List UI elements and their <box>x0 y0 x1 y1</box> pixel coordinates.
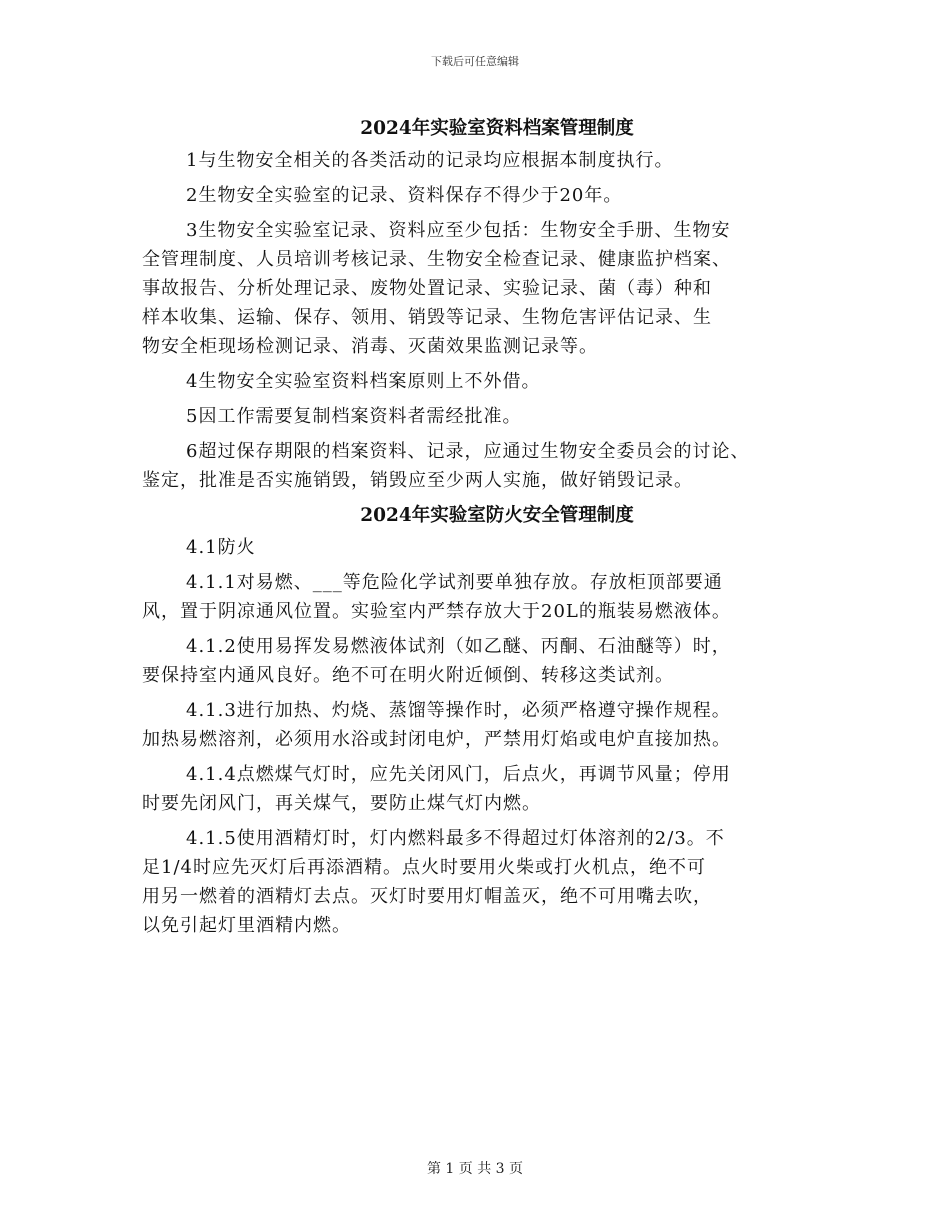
text-line: 全管理制度、人员培训考核记录、生物安全检查记录、健康监护档案、 <box>142 249 731 270</box>
paragraph <box>142 181 832 210</box>
paragraph <box>142 367 832 396</box>
paragraph <box>142 216 832 361</box>
text-line: 4.1.2使用易挥发易燃液体试剂（如乙醚、丙酮、石油醚等）时， <box>186 636 731 657</box>
text-line: 风，置于阴凉通风位置。实验室内严禁存放大于20L的瓶装易燃液体。 <box>142 601 731 622</box>
text-line: 要保持室内通风良好。绝不可在明火附近倾倒、转移这类试剂。 <box>142 665 674 686</box>
paragraph <box>142 533 832 562</box>
text-line: 1与生物安全相关的各类活动的记录均应根据本制度执行。 <box>186 150 674 171</box>
text-line: 4.1.3进行加热、灼烧、蒸馏等操作时，必须严格遵守操作规程。 <box>186 700 731 721</box>
section2-title: 2024年实验室防火安全管理制度 <box>360 505 634 526</box>
paragraph <box>142 437 832 495</box>
text-line: 样本收集、运输、保存、领用、销毁等记录、生物危害评估记录、生 <box>142 307 712 328</box>
text-line: 4.1.5使用酒精灯时，灯内燃料最多不得超过灯体溶剂的2/3。不 <box>186 828 725 849</box>
section1-title: 2024年实验室资料档案管理制度 <box>360 118 634 139</box>
section1-body <box>142 146 832 495</box>
text-line: 3生物安全实验室记录、资料应至少包括：生物安全手册、生物安 <box>186 220 731 241</box>
text-line: 加热易燃溶剂，必须用水浴或封闭电炉，严禁用灯焰或电炉直接加热。 <box>142 729 731 750</box>
text-line: 物安全柜现场检测记录、消毒、灭菌效果监测记录等。 <box>142 336 598 357</box>
text-line: 4生物安全实验室资料档案原则上不外借。 <box>186 371 541 392</box>
paragraph <box>142 568 832 626</box>
text-line: 鉴定，批准是否实施销毁，销毁应至少两人实施，做好销毁记录。 <box>142 470 693 491</box>
section2-body <box>142 533 832 940</box>
paragraph <box>142 402 832 431</box>
text-line: 足1/4时应先灭灯后再添酒精。点火时要用火柴或打火机点，绝不可 <box>142 857 706 878</box>
paragraph <box>142 824 832 940</box>
text-line: 2生物安全实验室的记录、资料保存不得少于20年。 <box>186 185 623 206</box>
paragraph <box>142 696 832 754</box>
paragraph <box>142 146 832 175</box>
text-line: 以免引起灯里酒精内燃。 <box>142 915 351 936</box>
text-line: 5因工作需要复制档案资料者需经批准。 <box>186 406 522 427</box>
document-body <box>142 114 832 946</box>
text-line: 用另一燃着的酒精灯去点。灭灯时要用灯帽盖灭，绝不可用嘴去吹， <box>142 886 712 907</box>
text-line: 事故报告、分析处理记录、废物处置记录、实验记录、菌（毒）种和 <box>142 278 712 299</box>
text-line: 4.1.4点燃煤气灯时，应先关闭风门，后点火，再调节风量；停用 <box>186 764 731 785</box>
paragraph <box>142 760 832 818</box>
page-header-note: 下载后可任意编辑 <box>431 55 519 68</box>
text-line: 6超过保存期限的档案资料、记录，应通过生物安全委员会的讨论、 <box>186 441 750 462</box>
text-line: 4.1.1对易燃、___等危险化学试剂要单独存放。存放柜顶部要通 <box>186 572 723 593</box>
text-line: 时要先闭风门，再关煤气，要防止煤气灯内燃。 <box>142 793 541 814</box>
page-number: 第 1 页 共 3 页 <box>426 1161 524 1177</box>
text-line: 4.1防火 <box>186 537 256 558</box>
paragraph <box>142 632 832 690</box>
